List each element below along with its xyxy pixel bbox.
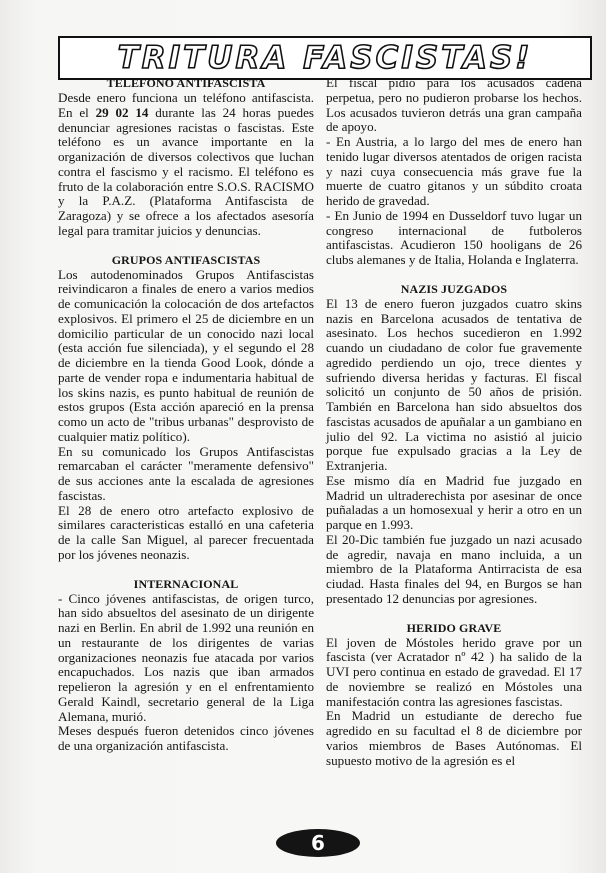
heading-nazis: NAZIS JUZGADOS (400, 281, 508, 296)
herido-paragraph-1: El joven de Móstoles herido grave por un fascista (ver Acratador nº 42 ) ha salido de la UVI pero continua en estado de gravedad. El 17 de noviembre se realizó en Móstoles una manifestación contra las agresiones fascistas. (326, 634, 582, 709)
page-number: 6 (311, 831, 325, 855)
grupos-paragraph-2: En su comunicado los Grupos Antifascistas remarcaban el carácter "meramente defensivo" de sus acciones ante la escalada de agresiones fascistas. (58, 443, 314, 503)
internacional-cont-paragraph-3: - En Junio de 1994 en Dusseldorf tuvo lugar un congreso internacional de futboleros antifascistas. Acudieron 150 hooligans de 26 clubs alemanes y de Italia, Holanda e Inglaterra. (326, 207, 582, 267)
internacional-cont-paragraph-2: - En Austria, a lo largo del mes de enero han tenido lugar diversos atentados de origen racista y nazi cuya consecuencia más grave fue la muerte de cuatro gitanos y un súbdito croata herido de gravedad. (326, 134, 582, 208)
internacional-cont-paragraph-1: El fiscal pidió para los acusados cadena perpetua, pero no pudieron probarse los hechos. Los acusados tuvieron detrás una gran campaña de apoyo. (326, 75, 582, 135)
masthead-title: TRITURA FASCISTAS! (117, 40, 533, 76)
nazis-paragraph-2: Ese mismo día en Madrid fue juzgado en Madrid un ultraderechista por asesinar de once puñaladas a un homosexual y herir a otro en un parque en 1.993. (326, 472, 582, 532)
internacional-paragraph-2: Meses después fueron detenidos cinco jóvenes de una organización antifascista. (58, 723, 314, 753)
telefono-text-b: durante las 24 horas puedes denunciar agresiones racistas o fascistas. Este teléfono es un avance importante en la organización de diversos colectivos que luchan contra el fascismo y el racismo. El teléfono es fruto de la colaboración entre S.O.S. RACISMO y la P.A.Z. (Plataforma Antifascista de Zaragoza) y se ofrece a los afectados asesoría legal para tramitar juicios y denuncias. (58, 104, 314, 238)
telefono-phone-number: 29 02 14 (95, 104, 149, 120)
telefono-paragraph (58, 91, 314, 239)
right-column (326, 76, 582, 768)
nazis-paragraph-1: El 13 de enero fueron juzgados cuatro skins nazis en Barcelona acusados de tentativa de asesinato. Los hechos sucedieron en 1.992 cuando un ciudadano de color fue gravemente agredido perdiendo un ojo, trece dientes y sufriendo diversa heridas y facturas. El fiscal solicitó un conjunto de 50 años de prisión. También en Barcelona han sido absueltos dos fascistas acusados de apuñalar a un gambiano en julio del 92. La victima no asistió al juicio porque fue expulsado gracias a la Ley de Extranjeria. (326, 295, 582, 473)
heading-telefono: TELEFONO ANTIFASCISTA (106, 76, 266, 90)
left-column (58, 76, 314, 754)
telefono-text-a: Desde enero funciona un teléfono antifascista. En el (58, 90, 314, 120)
grupos-paragraph-1: Los autodenominados Grupos Antifascistas reivindicaron a finales de enero a varios medios de comunicación la colocación de dos artefactos explosivos. El primero el 25 de diciembre en un domicilio particular de un conocido nazi local (esta acción fue silenciada), y el segundo el 28 de diciembre en la tienda Good Look, dónde a parte de vender ropa e indumentaria habitual de los skins nazis, es punto habitual de reunión de estos grupos (Esta acción apareció en la prensa como un acto de "tribus urbanas" desprovisto de cualquier matiz político). (58, 266, 314, 444)
masthead-banner (58, 36, 592, 80)
heading-internacional: INTERNACIONAL (133, 576, 239, 591)
page-number-badge (276, 829, 360, 857)
grupos-paragraph-3: El 28 de enero otro artefacto explosivo de similares caracteristicas estalló en una cafeteria de la calle San Miguel, al parecer frecuentada por los jóvenes neonazis. (58, 502, 314, 562)
herido-paragraph-2: En Madrid un estudiante de derecho fue agredido en su facultad el 8 de diciembre por varios miembros de Bases Autónomas. El supuesto motivo de la agresión es el (326, 708, 582, 768)
heading-grupos: GRUPOS ANTIFASCISTAS (111, 252, 261, 267)
heading-herido: HERIDO GRAVE (406, 620, 502, 635)
internacional-paragraph-1: - Cinco jóvenes antifascistas, de origen turco, han sido absueltos del asesinato de un dirigente nazi en Berlin. En abril de 1.992 una reunión en un restaurante de los dirigentes de varias organizaciones neonazis fue atacada por varios encapuchados. Los nazis que iban armados repelieron la agresión y en el enfrentamiento Gerald Kaindl, secretario general de la Liga Alemana, murió. (58, 590, 314, 724)
nazis-paragraph-3: El 20-Dic también fue juzgado un nazi acusado de agredir, navaja en mano incluida, a un miembro de la Plataforma Antirracista de esa ciudad. Hasta finales del 94, en Burgos se han presentado 12 denuncias por agresiones. (326, 531, 582, 606)
